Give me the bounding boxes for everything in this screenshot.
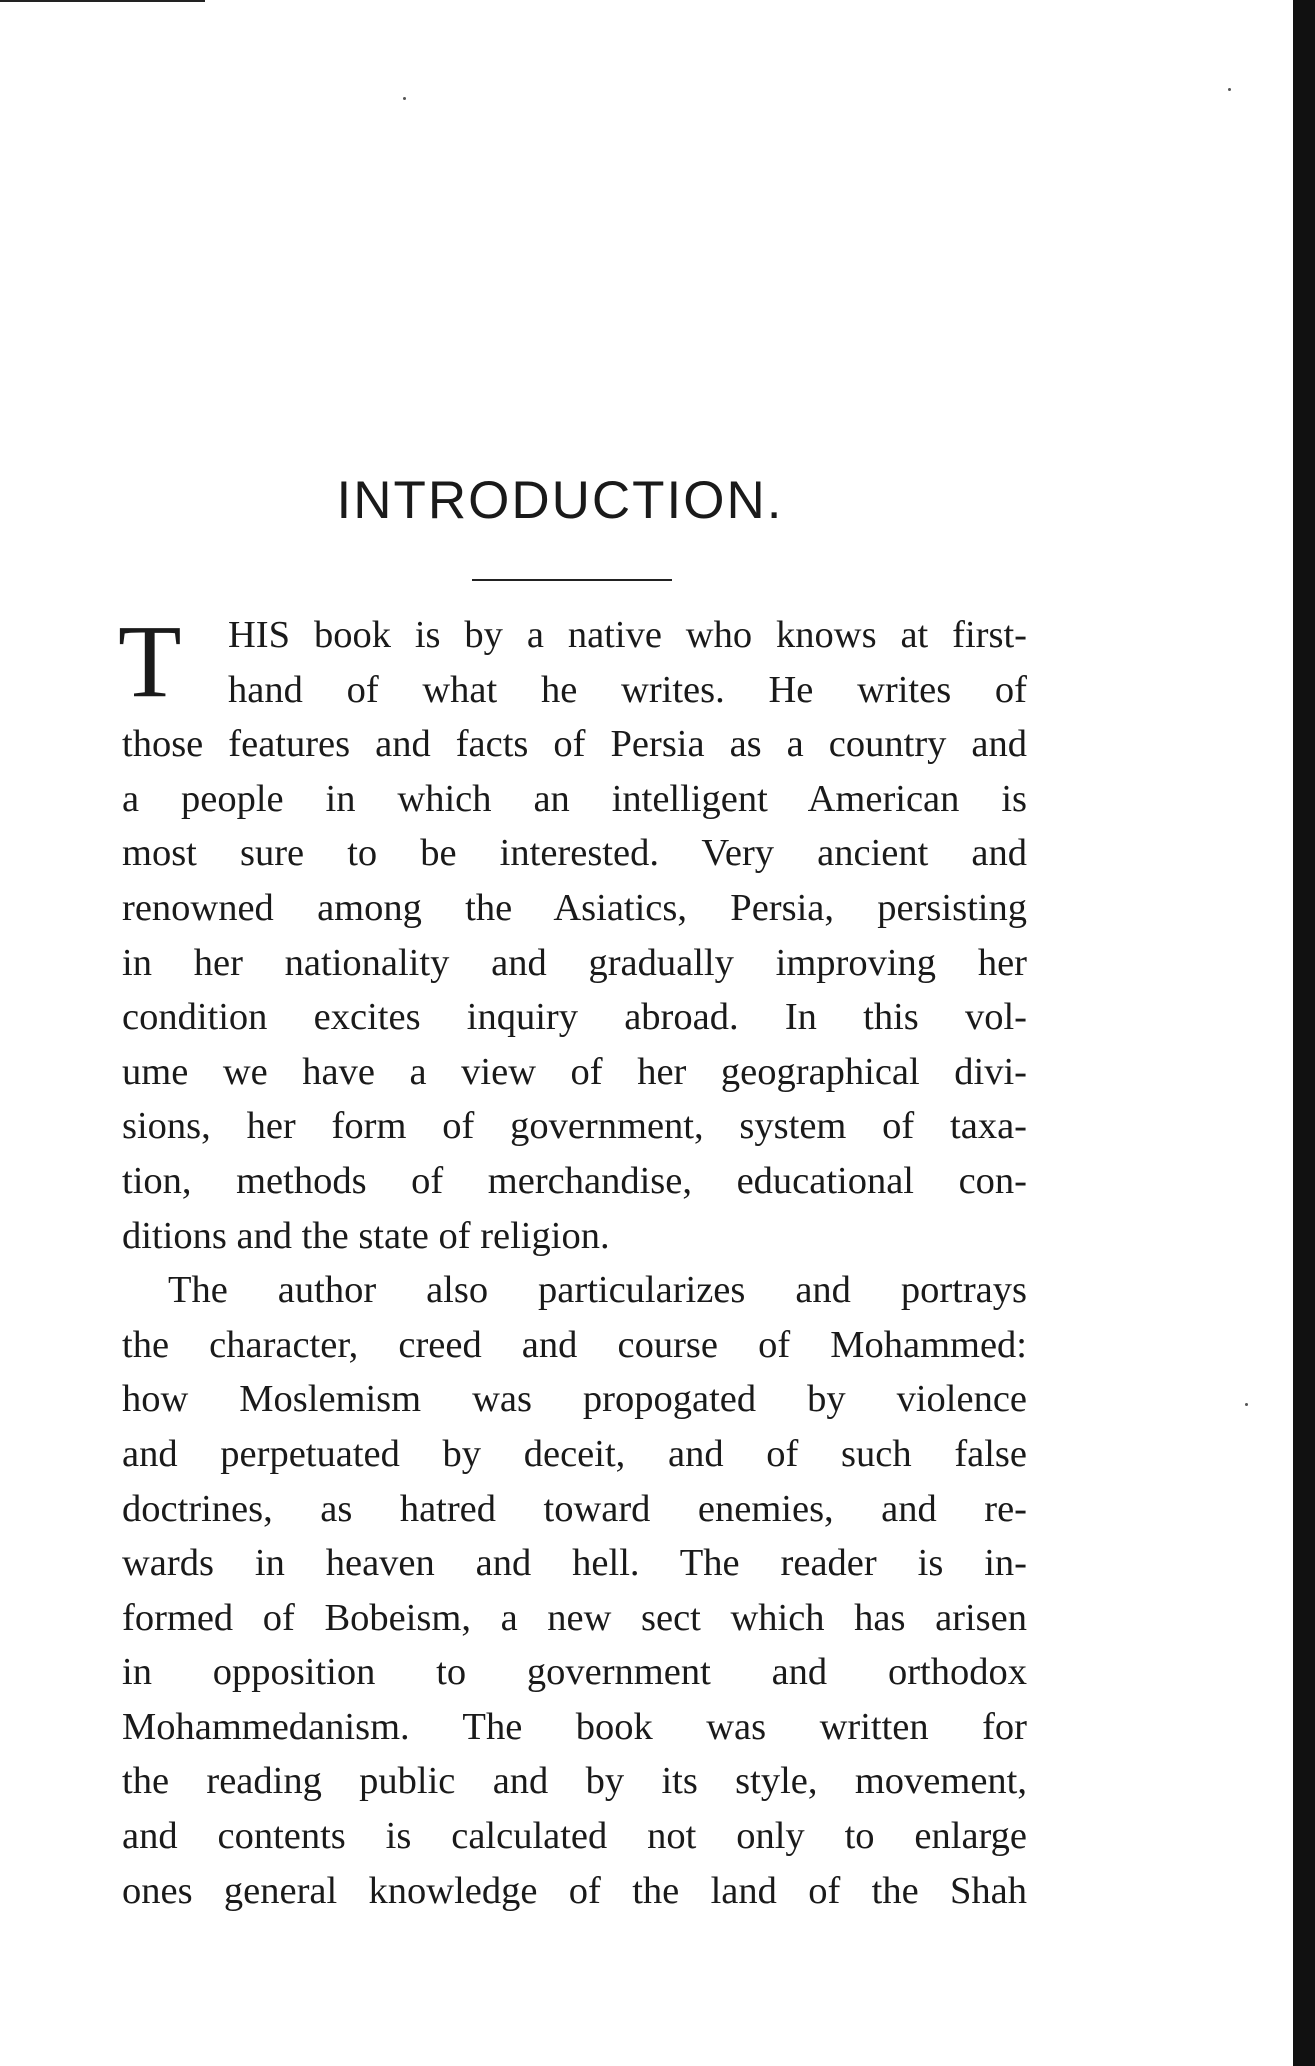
title-divider [472,579,672,581]
text-line: those features and facts of Persia as a country and [122,723,1027,766]
text-line: in opposition to government and orthodox [122,1651,1027,1694]
text-line: most sure to be interested. Very ancient and [122,832,1027,875]
text-line: and perpetuated by deceit, and of such false [122,1432,1027,1475]
text-line: how Moslemism was propogated by violence [122,1378,1027,1421]
text-line: The author also particularizes and portrays [168,1269,1027,1312]
paragraph-2 [122,1263,1027,1918]
text-line: and contents is calculated not only to enlarge [122,1815,1027,1858]
paragraph-1 [122,608,1027,1263]
page-title: INTRODUCTION. [336,471,784,530]
text-line: condition excites inquiry abroad. In this vol- [122,996,1027,1039]
top-left-rule [0,0,205,2]
text-line: Mohammedanism. The book was written for [122,1705,1027,1748]
text-line: ditions and the state of religion. [122,1214,610,1257]
text-line: renowned among the Asiatics, Persia, persisting [122,886,1027,929]
text-line: the reading public and by its style, movement, [122,1760,1027,1803]
body-text [118,604,1027,1918]
text-line: wards in heaven and hell. The reader is in- [122,1542,1027,1585]
text-line: ones general knowledge of the land of the Shah [122,1869,1027,1912]
scan-speck [403,97,406,100]
text-line: hand of what he writes. He writes of [228,668,1027,711]
text-line: the character, creed and course of Mohammed: [122,1323,1027,1366]
text-line: doctrines, as hatred toward enemies, and re- [122,1487,1027,1530]
text-line: in her nationality and gradually improving her [122,941,1027,984]
scan-edge-shadow [1293,0,1315,2066]
drop-cap: T [118,604,182,719]
scan-speck [1245,1403,1248,1406]
text-line: a people in which an intelligent American is [122,777,1027,820]
text-line: HIS book is by a native who knows at first- [228,614,1027,656]
text-line: ume we have a view of her geographical divi- [122,1050,1027,1093]
text-line: sions, her form of government, system of taxa- [122,1105,1027,1148]
scan-speck [1228,88,1231,91]
text-line: formed of Bobeism, a new sect which has arisen [122,1596,1027,1639]
text-line: tion, methods of merchandise, educational con- [122,1159,1027,1202]
